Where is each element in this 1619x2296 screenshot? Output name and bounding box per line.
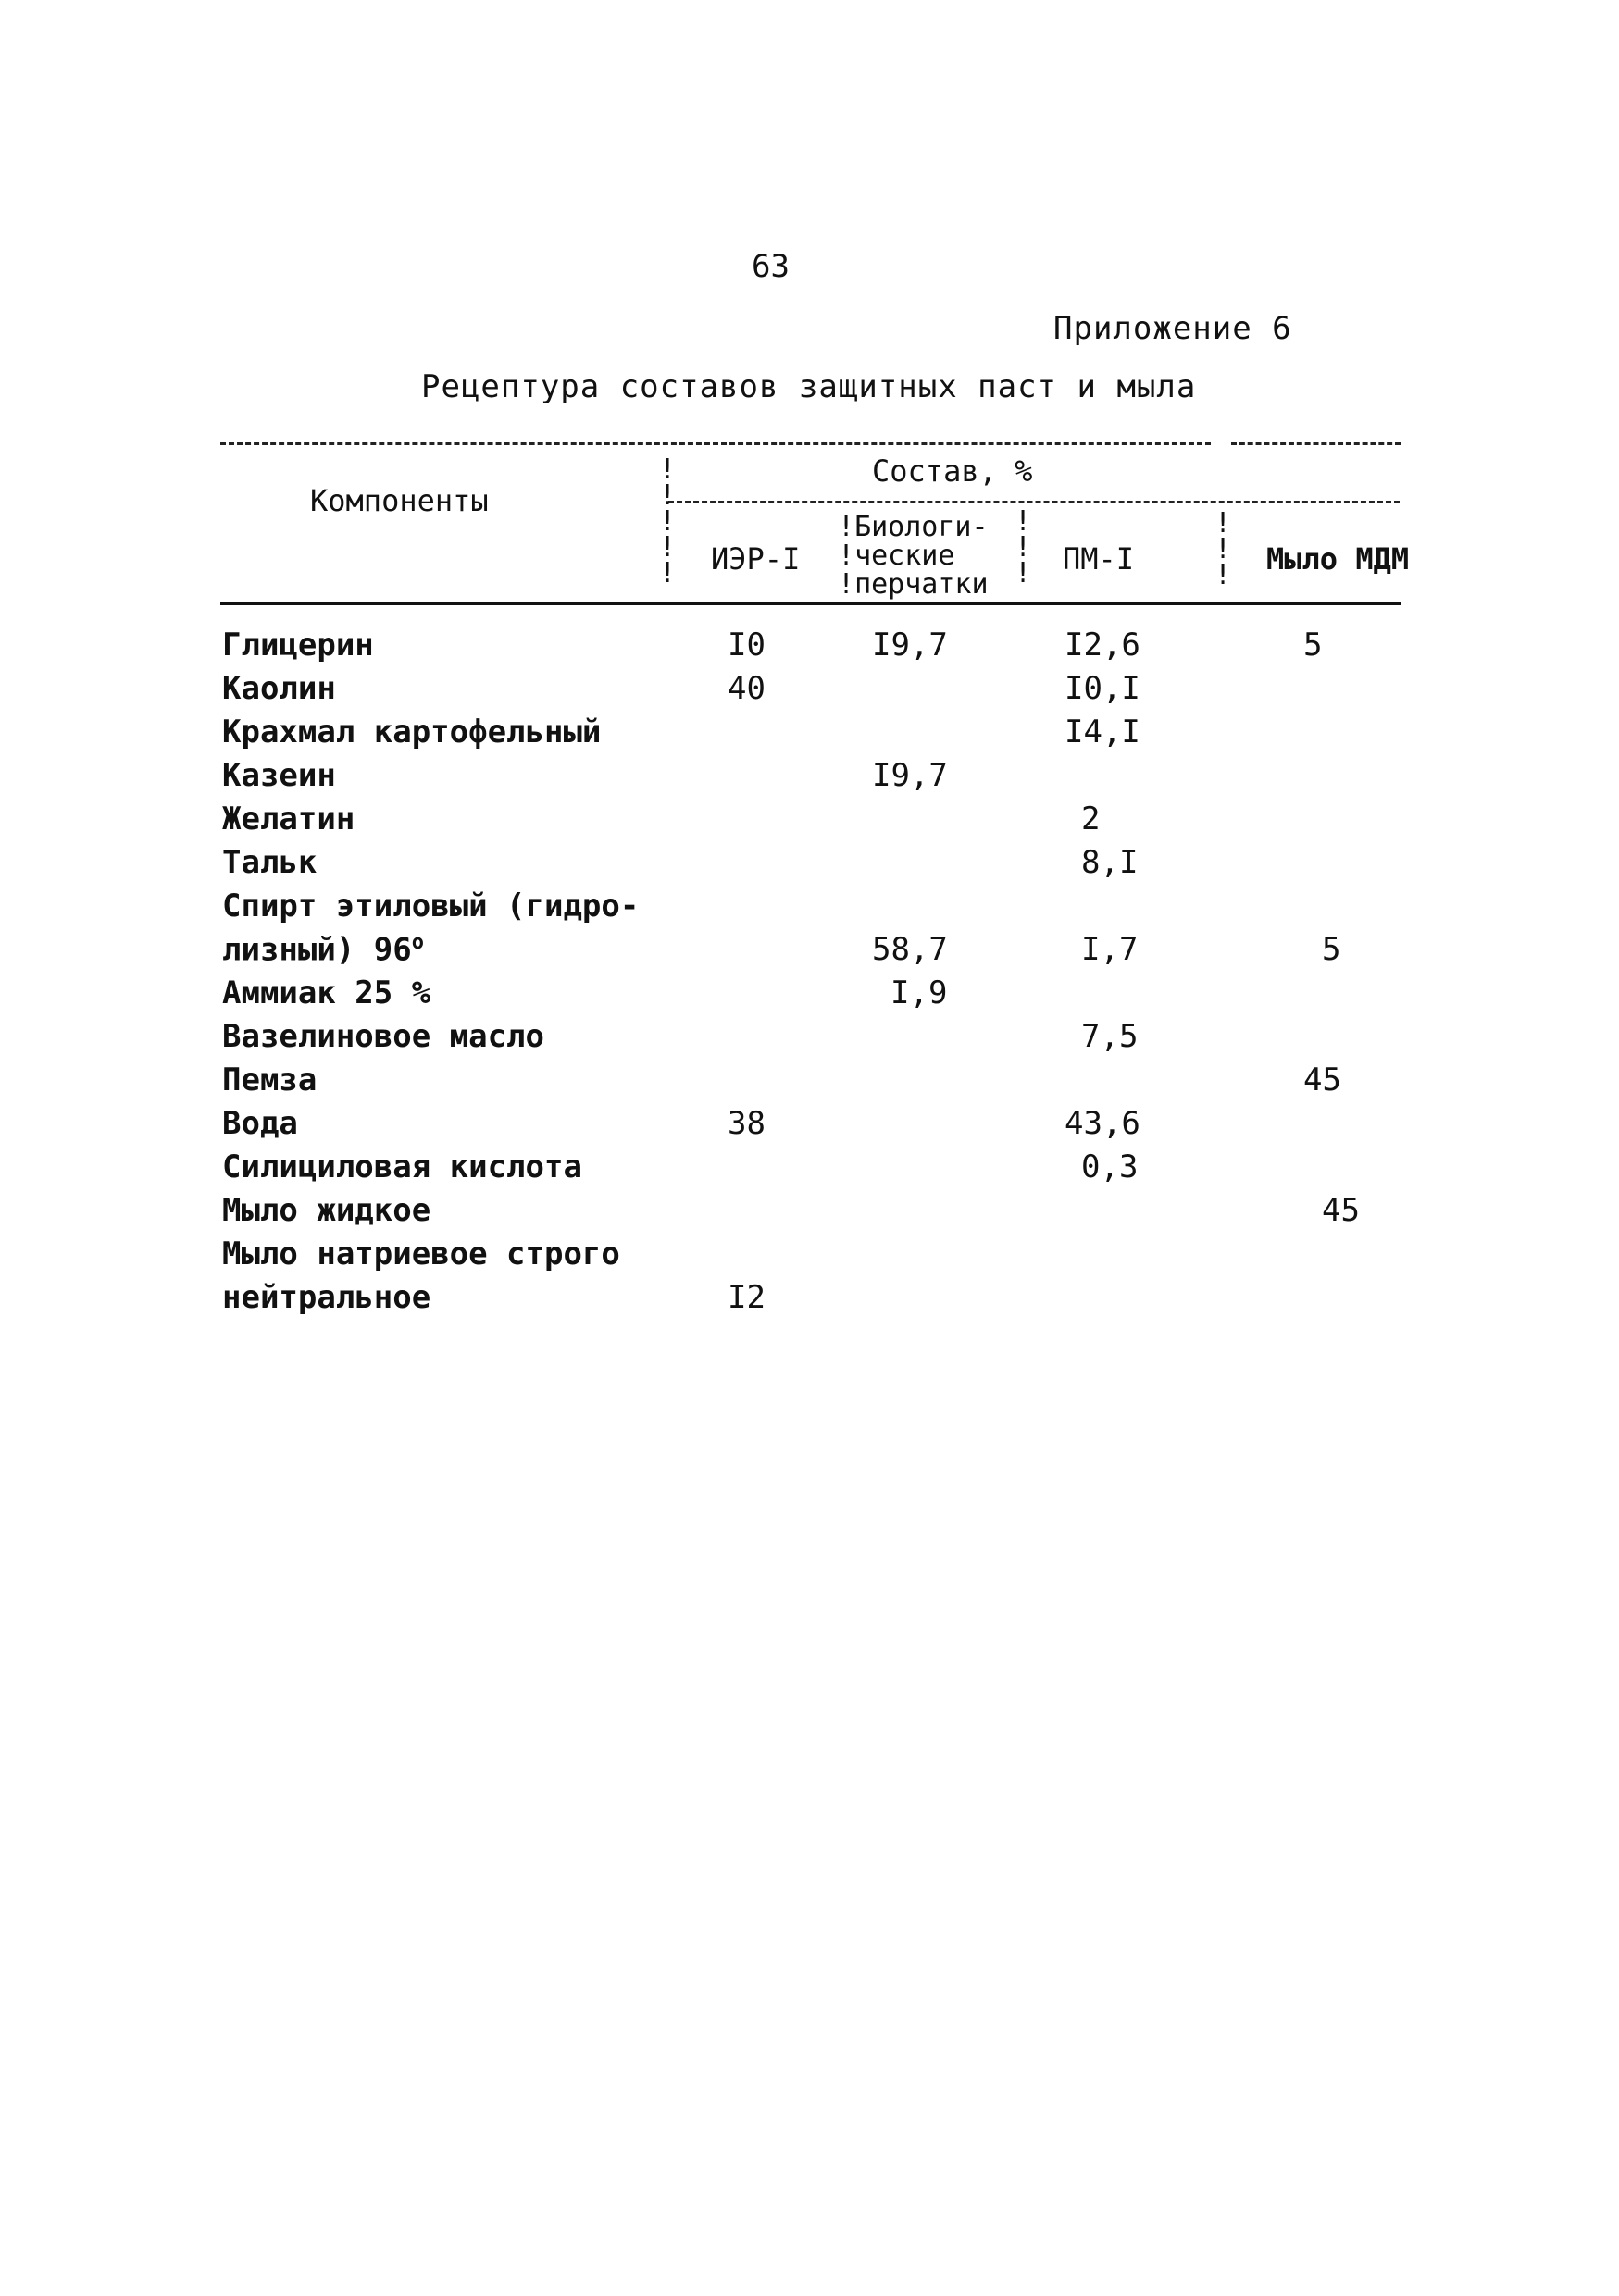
header-col-bio-line1: !Биологи- [838,511,989,543]
composition-rule [668,501,1400,503]
row-component: Крахмал картофельный [222,714,602,751]
cell-ier: I0 [728,627,766,664]
header-col-bio-line3: !перчатки [838,568,989,601]
row-component-line2: нейтральное [222,1279,431,1316]
separator-mark: ! [1015,505,1032,538]
cell-bio: I,9 [890,974,948,1011]
cell-soap: 45 [1322,1192,1360,1229]
separator-mark: ! [659,531,677,564]
row-component: Пемза [222,1061,318,1098]
cell-bio: I9,7 [872,627,948,664]
row-component: Мыло жидкое [222,1192,431,1229]
separator-mark: ! [1015,531,1032,564]
cell-pm: 7,5 [1081,1018,1139,1055]
header-col-bio-line2: !ческие [838,540,955,572]
row-component-line1: Спирт этиловый (гидро- [222,887,640,925]
separator-mark: ! [659,557,677,590]
row-component: Аммиак 25 % [222,974,431,1011]
cell-pm: 2 [1081,800,1101,838]
appendix-label: Приложение 6 [1053,310,1292,347]
cell-soap: 5 [1322,931,1341,968]
cell-ier: 38 [728,1105,766,1142]
header-bottom-rule [220,602,1401,605]
row-component: Каолин [222,670,336,707]
table-title: Рецептура составов защитных паст и мыла [421,368,1197,405]
separator-mark: ! [1214,533,1232,565]
cell-soap: 45 [1303,1061,1341,1098]
cell-pm: I4,I [1065,714,1140,751]
row-component: Тальк [222,844,318,881]
table-top-rule-right [1231,442,1401,445]
row-component: Вода [222,1105,298,1142]
row-component: Желатин [222,800,355,838]
separator-mark: ! [659,479,677,512]
row-component: Силициловая кислота [222,1148,582,1185]
cell-bio: I9,7 [872,757,948,794]
cell-ier: I2 [728,1279,766,1316]
cell-pm: 0,3 [1081,1148,1139,1185]
header-composition: Состав, % [872,453,1033,489]
cell-pm: I,7 [1081,931,1139,968]
cell-pm: I0,I [1065,670,1140,707]
header-col-pm: ПМ-I [1063,541,1135,577]
table-top-rule [220,442,1211,445]
row-component-line2: лизный) 96$^o$ [222,931,424,969]
cell-pm: 43,6 [1065,1105,1140,1142]
separator-column-2 [1015,505,1032,590]
separator-mark: ! [1214,507,1232,540]
cell-soap: 5 [1303,627,1323,664]
row-component: Вазелиновое масло [222,1018,544,1055]
degree-mark: o [411,931,424,954]
separator-mark: ! [1214,559,1232,591]
header-components: Компоненты [310,483,489,518]
cell-pm: I2,6 [1065,627,1140,664]
separator-mark: ! [1015,557,1032,590]
separator-mark: ! [659,453,677,486]
separator-column-3 [1214,507,1232,591]
row-component: Глицерин [222,627,374,664]
row-component: Казеин [222,757,336,794]
separator-column-1 [659,453,677,590]
row-component-line1: Мыло натриевое строго [222,1235,620,1272]
header-col-soap: Мыло МДМ [1266,541,1410,577]
page-number: 63 [752,248,790,285]
cell-ier: 40 [728,670,766,707]
header-col-ier: ИЭР-I [711,541,801,577]
cell-pm: 8,I [1081,844,1139,881]
cell-bio: 58,7 [872,931,948,968]
separator-mark: ! [659,505,677,538]
